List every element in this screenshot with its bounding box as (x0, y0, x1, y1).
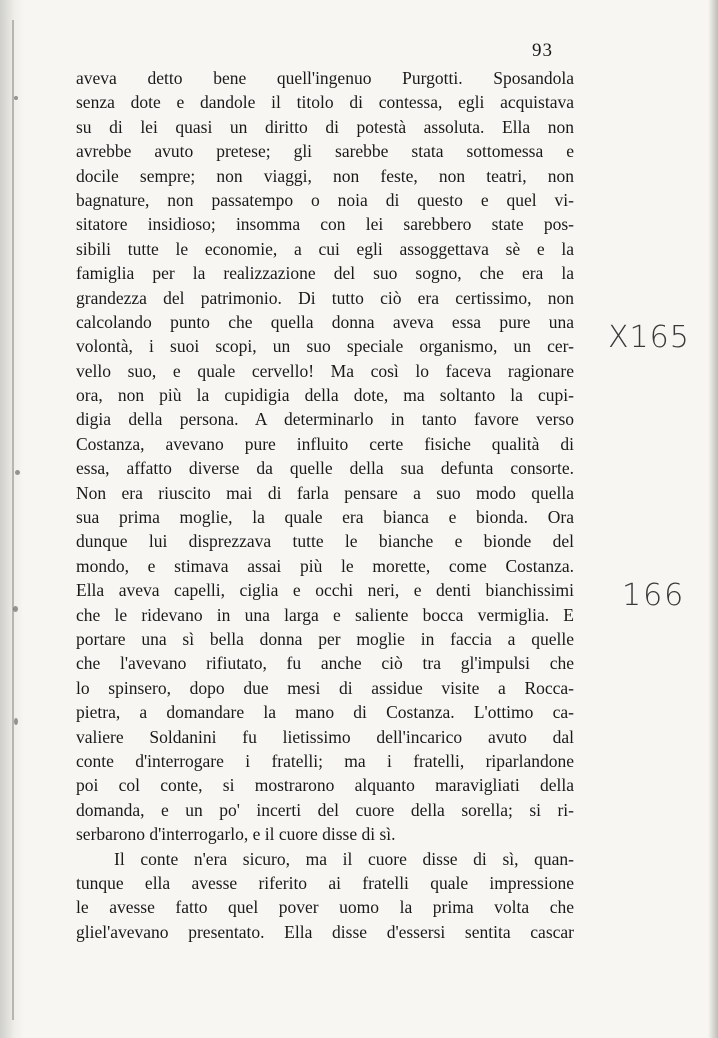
ink-speck (14, 718, 18, 725)
handwritten-margin-note: X165 (608, 320, 690, 355)
text-line: sibili tutte le economie, a cui egli assoggettava sè e la (76, 238, 574, 259)
text-line: tunque ella avesse riferito ai fratelli quale impressione (76, 872, 574, 893)
text-line: senza dote e dandole il titolo di contessa, egli acquistava (76, 92, 574, 113)
handwritten-margin-note: 166 (622, 578, 686, 613)
ink-speck (15, 470, 20, 475)
text-line: avrebbe avuto pretese; gli sarebbe stata sottomessa e (76, 141, 574, 162)
text-line: ora, non più la cupidigia della dote, ma soltanto la cupi- (76, 385, 574, 406)
page-edge-right (708, 0, 718, 1038)
binding-shadow (12, 20, 14, 1020)
text-line: volontà, i suoi scopi, un suo speciale organismo, un cer- (76, 336, 574, 357)
text-line: Non era riuscito mai di farla pensare a suo modo quella (76, 482, 574, 503)
text-line: docile sempre; non viaggi, non feste, non teatri, non (76, 165, 574, 186)
text-line: essa, affatto diverse da quelle della sua defunta consorte. (76, 458, 574, 479)
ink-speck (14, 96, 18, 100)
text-line: le avesse fatto quel pover uomo la prima volta che (76, 897, 574, 918)
text-line: digia della persona. A determinarlo in tanto favore verso (76, 409, 574, 430)
text-line: pietra, a domandare la mano di Costanza. L'ottimo ca- (76, 702, 574, 723)
text-line: famiglia per la realizzazione del suo sogno, che era la (76, 263, 574, 284)
text-line: poi col conte, si mostrarono alquanto maravigliati della (76, 775, 574, 796)
text-line: Il conte n'era sicuro, ma il cuore disse di sì, quan- (114, 848, 574, 869)
text-line: bagnature, non passatempo o noia di questo e quel vi- (76, 189, 574, 210)
page-number: 93 (532, 40, 553, 61)
text-line: sua prima moglie, la quale era bianca e bionda. Ora (76, 507, 574, 528)
text-line: mondo, e stimava assai più le morette, come Costanza. (76, 555, 574, 576)
text-line: lo spinsero, dopo due mesi di assidue visite a Rocca- (76, 677, 574, 698)
text-line: che l'avevano rifiutato, fu anche ciò tra gl'impulsi che (76, 653, 574, 674)
text-line: Costanza, avevano pure influito certe fisiche qualità di (76, 433, 574, 454)
text-line: calcolando punto che quella donna aveva essa pure una (76, 311, 574, 332)
ink-speck (13, 606, 18, 612)
text-line: portare una sì bella donna per moglie in faccia a quelle (76, 628, 574, 649)
text-line: grandezza del patrimonio. Di tutto ciò era certissimo, non (76, 287, 574, 308)
page-body-text (76, 66, 574, 944)
text-line: domanda, e un po' incerti del cuore della sorella; si ri- (76, 799, 574, 820)
text-line: serbarono d'interrogarlo, e il cuore disse di sì. (76, 824, 396, 845)
text-line: su di lei quasi un diritto di potestà assoluta. Ella non (76, 116, 574, 137)
text-line: dunque lui disprezzava tutte le bianche e bionde del (76, 531, 574, 552)
text-line: sitatore insidioso; insomma con lei sarebbero state pos- (76, 214, 574, 235)
text-line: Ella aveva capelli, ciglia e occhi neri, e denti bianchissimi (76, 580, 574, 601)
text-line: valiere Soldanini fu lietissimo dell'incarico avuto dal (76, 726, 574, 747)
text-line: gliel'avevano presentato. Ella disse d'essersi sentita cascar (76, 921, 574, 942)
text-line: conte d'interrogare i fratelli; ma i fratelli, riparlandone (76, 750, 574, 771)
text-line: aveva detto bene quell'ingenuo Purgotti. Sposandola (76, 68, 574, 88)
text-line: che le ridevano in una larga e saliente bocca vermiglia. E (76, 604, 574, 625)
text-line: vello suo, e quale cervello! Ma così lo faceva ragionare (76, 360, 574, 381)
